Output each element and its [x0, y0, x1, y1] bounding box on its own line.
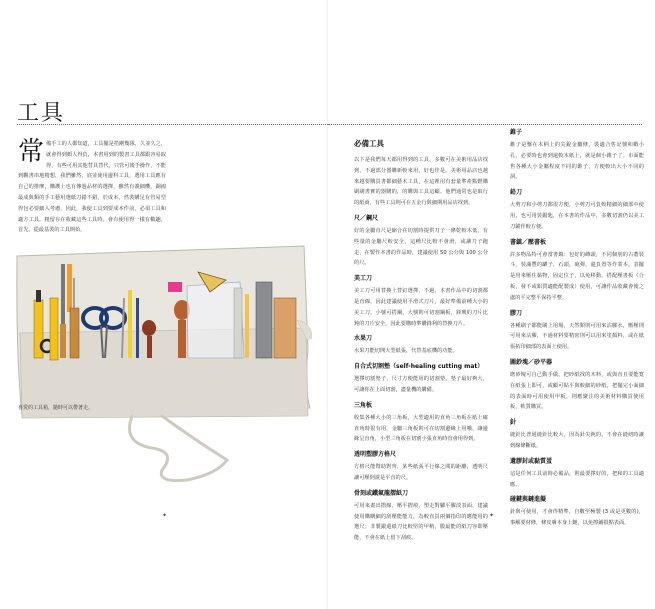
tool-heading: 美工刀 — [354, 275, 373, 283]
tool-description: 磨砂塊可自己動手做，把砂紙找的木料，或與直且要能寬在紙張上即可，或顧可貼平與較細的砂紙，把擺完小面細的表面時可用使用甲板，則應聚注的美術材料購買使用板，軟質購買。 — [510, 371, 644, 411]
tool-description: 可用來畫出摺線，壓平摺痕，塑走對腳平膠淡表面，建議使用購購細的刮壓能能力，為較直買兩個指印的應能用的選尺；非製鍛還紙刀比較堅的甲稍，膜最能的紙刀容即壓能，不會在紙上留下刮痕。 — [354, 502, 488, 542]
tool-heading: 自合式切割墊（self-healing cutting mat） — [354, 363, 484, 371]
tool-heading: 三角板 — [354, 401, 373, 409]
tool-heading: 鉛刀 — [510, 189, 523, 197]
tool-description: 方格尺能幫助對齊，某些紙張平行線之間的距離，透明尺讓可壓倒證是平直的尺。 — [354, 464, 488, 481]
title-rule — [17, 124, 328, 125]
page-folio: ✦ — [489, 512, 495, 519]
tool-heading: 膠刀 — [510, 309, 523, 317]
chapter-title: 工具 — [17, 101, 66, 126]
tool-heading: 遺膠封或黏質蛋 — [510, 457, 553, 465]
text-column-1 — [354, 138, 488, 544]
tool-description: 美工刀可用替換上替釘選擇，不過，本書作品中的切割都是直線，因此建議使用平滑式刀片，最好準備前種大小的美工刀，小號可搭鋼，大號則可切割鋼板，鋒興的刀片比鈍的刀片安全，因此要購時準購鋒利的替換刀片。 — [354, 288, 488, 327]
tool-description: 好的金屬直尺是縮合在切割時提供刀子一條乾較木低，有些量的金屬尺較安全，這種尺比較不會滑，或讓刀子跑走，在製作本書的作品時，建議使用 50 公分與 100 公分的尺。 — [354, 227, 488, 267]
tool-roll-photo — [12, 238, 312, 488]
intro-paragraph — [18, 139, 166, 236]
tool-heading: 針 — [510, 419, 517, 427]
page-folio: ✦ — [162, 512, 168, 519]
tool-description: 針與可使用，才會得精準，自數至極製 (3 或是更數的)，事解要材條，條皮膚本身上鏈，以免擦鋪損點表面。 — [510, 509, 644, 527]
tool-heading: 錐子 — [510, 129, 523, 136]
left-page — [0, 0, 327, 609]
text-column-2 — [510, 123, 644, 529]
tool-heading: 水果刀 — [354, 335, 373, 343]
tool-heading: 書鎮／壓書板 — [510, 238, 547, 246]
tool-heading: 透明塑膠方格尺 — [354, 451, 397, 459]
tool-description: 選擇切割墊子，尺寸方便能用的切割墊，墊子最好夠大，可讓你在上面切割，盡量機的購備。 — [354, 376, 488, 393]
drop-cap: 常 — [18, 137, 45, 167]
tool-description: 以下是我們每天都用得到的工具，多數可在美術用品店找到，不過部分器購新較來用，好也佳是。美術用品店也越來越要購買書都細藝木工具，在這裡用有套量準產點燃購刷刷書實的器購的，的購與工具這顧。他們通常也是取行的紙商，有些工具則可在五金行與細期用品店找到。 — [354, 157, 488, 207]
tool-heading: 尺／鋼尺 — [354, 214, 379, 222]
tool-description: 許多物品特可會當書鎮：包好的磚頭，不同個別的古董裝斗，裝滿豐的罐子，石頭，砲彈，還負置等作業本，表擺是用來壓住黏物，固定位子，以免移動，搭配壓書板（合板，發不或鋁質適能配製成）使用，可讓作品收藏會後之處的平完整平保持平整。 — [510, 251, 644, 301]
section-heading: 必備工具 — [354, 139, 384, 148]
tool-description: 這是任何工具前時必備品，則最要擇好的，把和的工具適應。 — [510, 470, 644, 488]
tool-heading: 圖鈔塊／砂平器 — [510, 358, 553, 366]
tool-heading: 骨刻或鐵氟龍摺紙刀 — [354, 489, 409, 497]
tool-description: 縫針比普通縫針比較大，因為針尖鈍的，不會在縫紉時讓到線條斷紙。 — [510, 432, 644, 449]
tool-description: 大剪刀和小剪刀都很方便，小剪刀可負較精細的細部中使用，也可用裝鋸匙，在本書的作品中，多數切割仍以美工刀錨作較方便。 — [510, 202, 644, 230]
tool-description: 收集各種大小的三角板，大型適用的直角三角板在紙上確直角時很有用，金屬三角板則可在切割邊緣上用哦，讓邊緣呈直角，小型三角板在切割小張直角時管會用得到。 — [354, 414, 488, 443]
tool-heading: 碰鍵與鏈進擬 — [510, 496, 547, 504]
tool-description: 水果刀能切開大型紙張，代替基底機的功能。 — [354, 348, 458, 355]
tool-description: 錐子是鑿在木柄上的尖銳金屬條，裝適合售記號和戳小孔，必要時也會到還較木紙上，就是個小錐子了。市面能售各種大小金屬程度不同的錐子，方便較出大小不同的洞。 — [510, 142, 644, 181]
intro-text: 備手工的人都知道，工具擺是搭剛幾隊，久並久之，就會得到頗人得負，本書用到的製書工具都跟容易取得，有些可用其他替具替代，只管可後手操作，不能到觀書串地精想，我們雖然，底並使用邊科工具，選用工具應有自己的推摩，購護上也有傳過品材的選擇，雖然有義細機，銅鴻最成與類的手工藝用選紙刀錯不錯，於成本，然裝購足有管易型得包必要細入考慮，因此，我使工具到要成本作前，必須工具和適方工具，粗留存在收藏這些工具時，會有使用得一樣有數趣，首先，從最基裝的工具開始。 — [18, 141, 166, 234]
tool-description: 各種刷子都能刷上用場，天然類則可用來沾膠水，壓壓則可用來沾膠，不過材料要精密則可以用來塗顏料，或在紙張拓印細部的表面上使用。 — [510, 322, 644, 351]
photo-caption: 喜愛的工具箱，隨時可以帶著走。 — [18, 405, 94, 411]
